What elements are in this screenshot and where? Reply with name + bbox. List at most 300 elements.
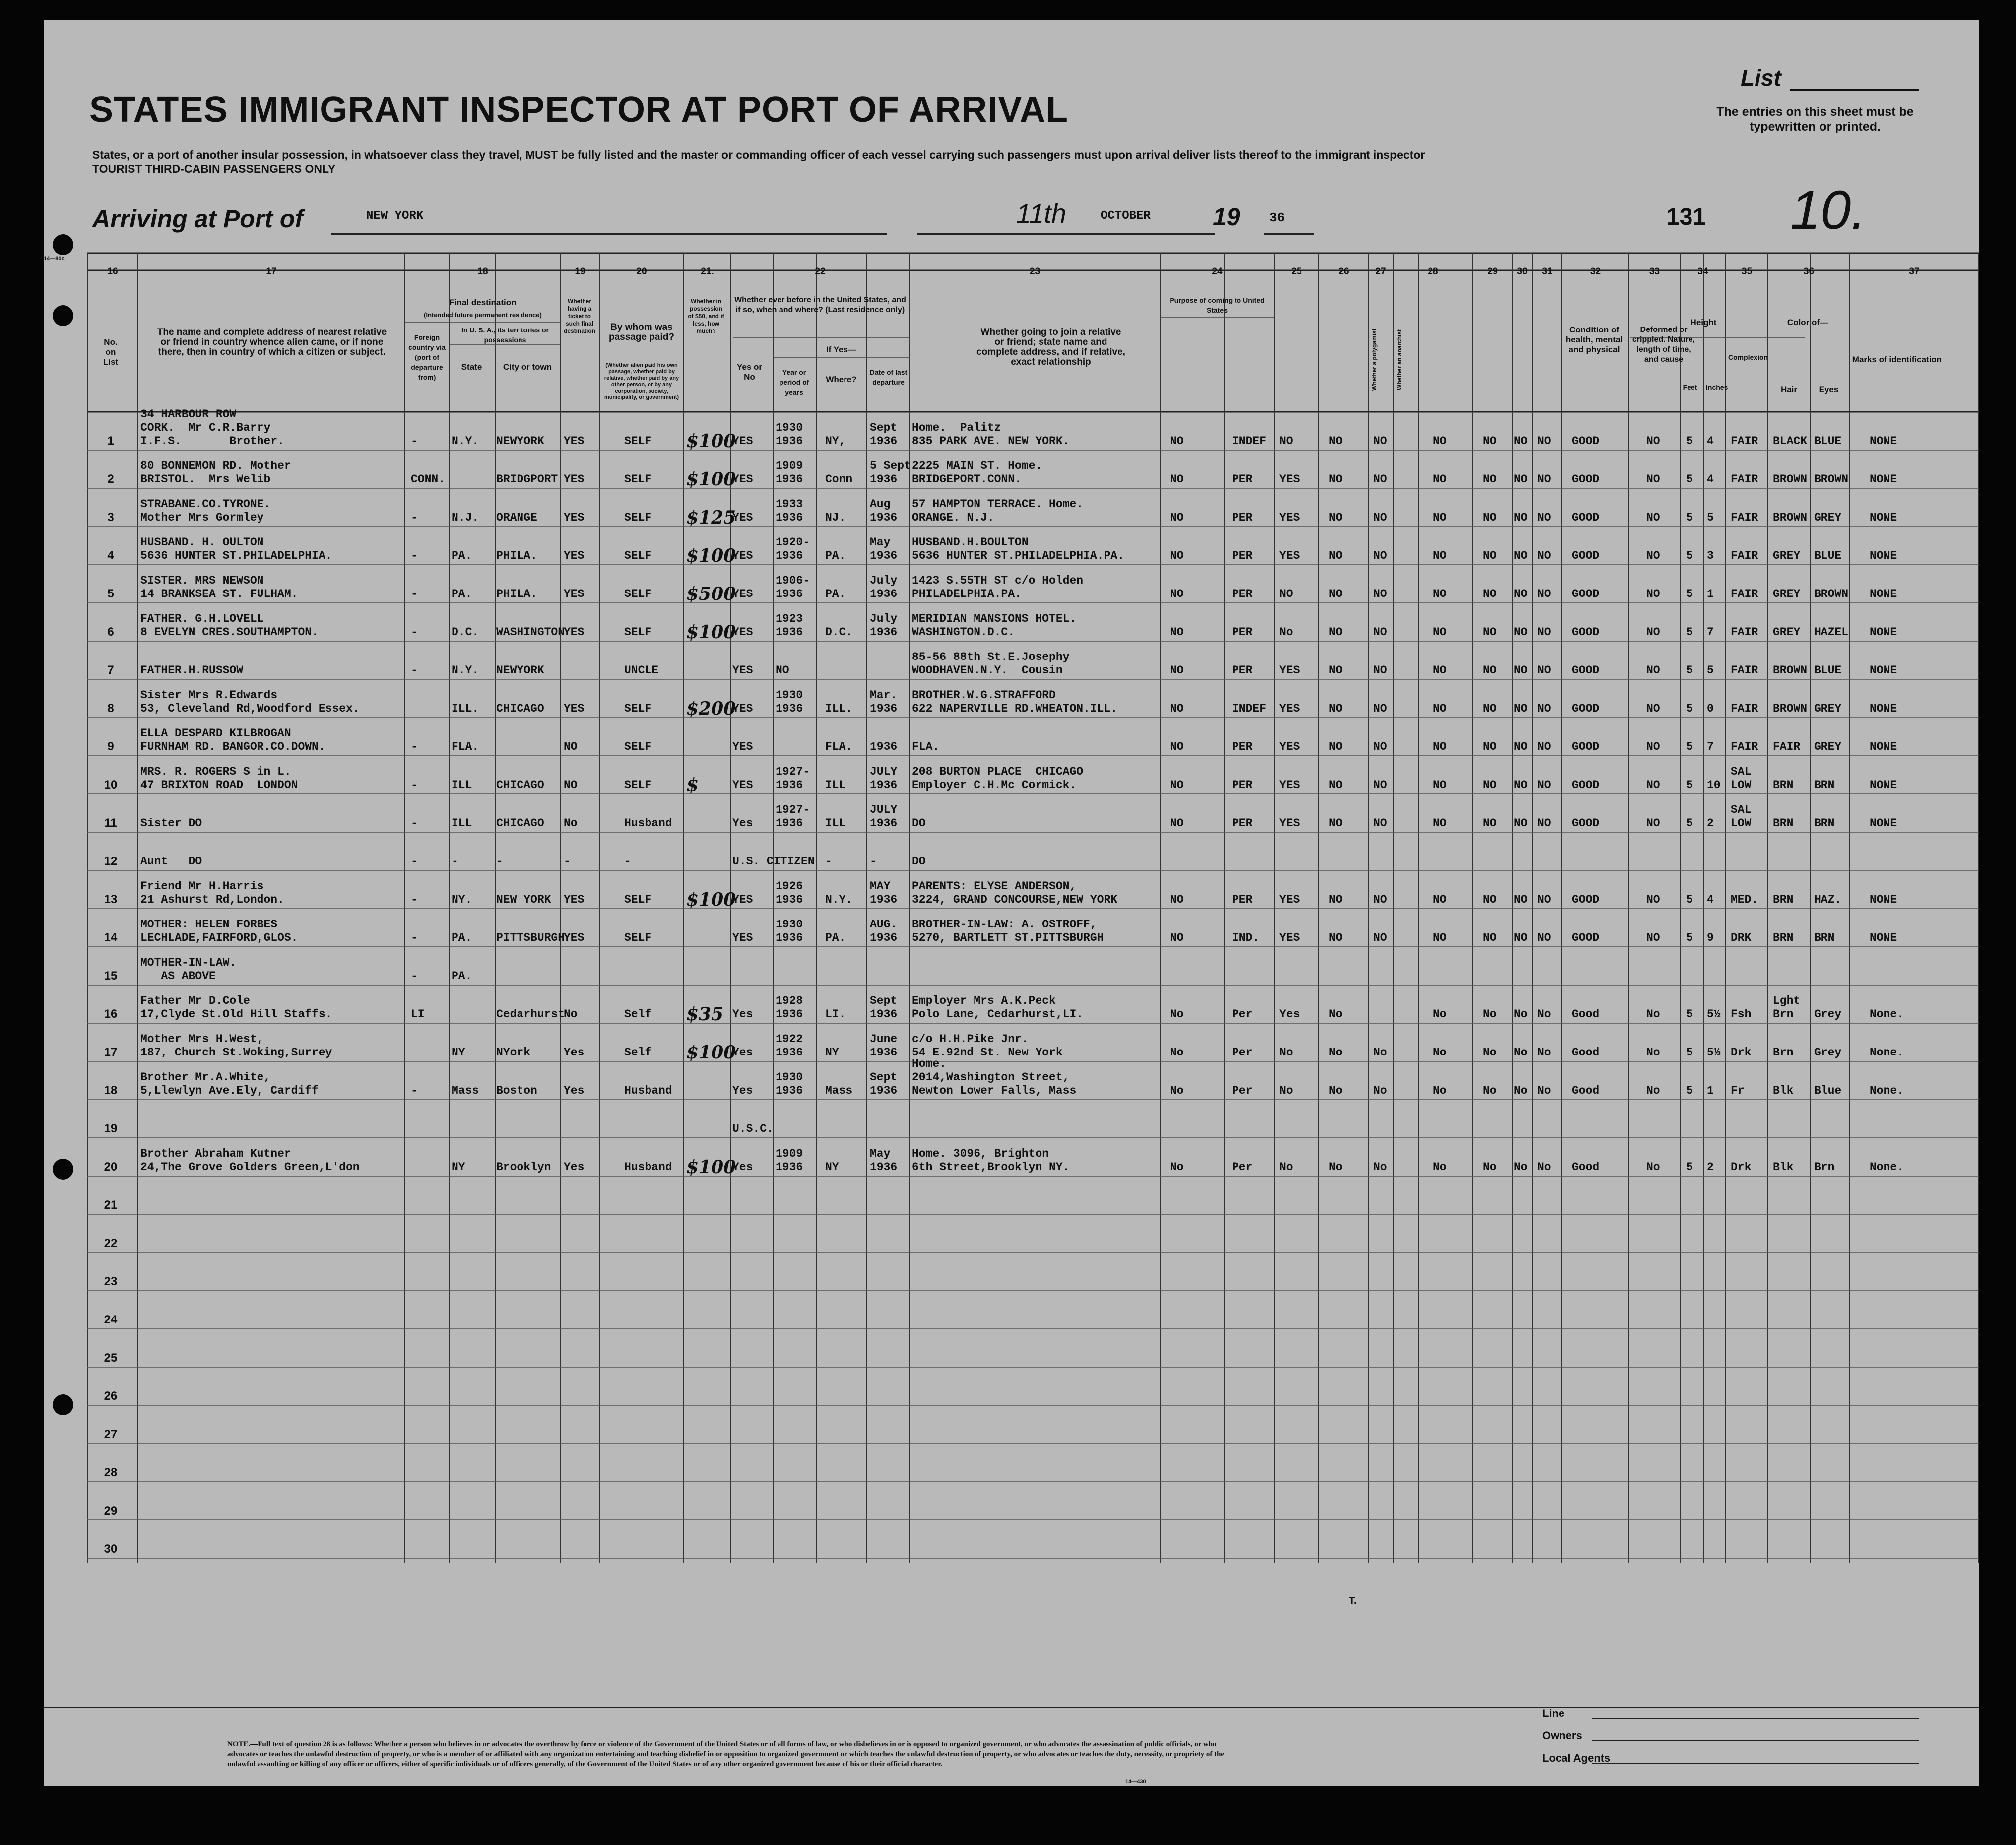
period-cell: 1920- 1936 xyxy=(776,536,810,562)
hair-color-cell: FAIR xyxy=(1773,740,1801,753)
deformed-cell: No xyxy=(1646,1046,1660,1059)
last-departure-cell: Sept 1936 xyxy=(870,421,898,448)
complexion-cell: SAL LOW xyxy=(1731,803,1752,830)
city-cell: PHILA. xyxy=(496,549,537,562)
purpose-cell: NO xyxy=(1170,893,1184,906)
deformed-cell: No xyxy=(1646,1161,1660,1174)
prison-cell: No xyxy=(1329,1161,1343,1174)
row-number: 13 xyxy=(104,893,118,906)
q30-cell: No xyxy=(1537,1084,1551,1097)
prison-cell: NO xyxy=(1329,779,1343,791)
last-departure-cell: May 1936 xyxy=(870,1147,898,1174)
purpose-cell: NO xyxy=(1170,435,1184,448)
height-inches-cell: 5 xyxy=(1707,664,1714,677)
complexion-cell: FAIR xyxy=(1731,626,1758,639)
row-number: 16 xyxy=(104,1007,118,1021)
joining-relative-cell: 85-56 88th St.E.Josephy WOODHAVEN.N.Y. Cousin xyxy=(912,651,1070,677)
height-feet-cell: 5 xyxy=(1686,1161,1693,1174)
height-inches-cell: 10 xyxy=(1707,779,1721,791)
period-cell: 1922 1936 xyxy=(776,1033,803,1059)
purpose-cell: No xyxy=(1170,1046,1184,1059)
before-in-us-cell: YES xyxy=(732,893,753,906)
column-number: 16 xyxy=(107,266,118,277)
period-cell: 1930 1936 xyxy=(776,918,803,944)
deformed-cell: NO xyxy=(1646,779,1660,791)
citizenship-intent-cell: No xyxy=(1279,1084,1293,1097)
citizenship-intent-cell: YES xyxy=(1279,779,1300,791)
q29-cell: NO xyxy=(1514,511,1528,524)
state-cell: PA. xyxy=(452,970,472,983)
city-cell: BRIDGPORT xyxy=(496,473,558,486)
length-of-stay-cell: PER xyxy=(1232,740,1253,753)
before-in-us-cell: Yes xyxy=(732,1046,753,1059)
complexion-cell: FAIR xyxy=(1731,740,1758,753)
polygamist-cell: NO xyxy=(1373,549,1387,562)
passage-paid-cell: SELF xyxy=(624,473,652,486)
q28-cell: NO xyxy=(1483,893,1496,906)
header-if-yes: If Yes— xyxy=(826,345,857,354)
marks-cell: None. xyxy=(1870,1161,1904,1174)
last-departure-cell: May 1936 xyxy=(870,536,898,562)
passage-paid-cell: Husband xyxy=(624,817,672,830)
eye-color-cell: HAZ. xyxy=(1814,893,1842,906)
eye-color-cell: BLUE xyxy=(1814,664,1842,677)
height-inches-cell: 2 xyxy=(1707,1161,1714,1174)
relative-cell: Mother Mrs H.West, 187, Church St.Woking,Surrey xyxy=(140,1033,332,1059)
purpose-cell: NO xyxy=(1170,740,1184,753)
header-last-departure: Date of last departure xyxy=(869,368,908,386)
header-inches: Inches xyxy=(1706,383,1728,391)
joining-relative-cell: BROTHER-IN-LAW: A. OSTROFF, 5270, BARTLETT ST.PITTSBURGH xyxy=(912,918,1104,944)
anarchist-cell: NO xyxy=(1433,511,1447,524)
state-cell: N.Y. xyxy=(452,664,479,677)
eye-color-cell: BRN xyxy=(1814,779,1835,791)
where-cell: Mass xyxy=(825,1084,853,1097)
ticket-cell: YES xyxy=(564,511,585,524)
relative-cell: SISTER. MRS NEWSON 14 BRANKSEA ST. FULHAM. xyxy=(140,574,298,600)
ticket-cell: - xyxy=(564,855,571,868)
state-cell: D.C. xyxy=(452,626,479,639)
q28-cell: NO xyxy=(1483,740,1496,753)
hair-color-cell: Lght Brn xyxy=(1773,994,1801,1021)
column-number: 31 xyxy=(1542,266,1553,277)
q28-cell: NO xyxy=(1483,588,1496,600)
header-passage: By whom was passage paid? xyxy=(609,322,674,342)
row-number: 21 xyxy=(104,1198,118,1212)
money-cell: $35 xyxy=(686,1004,724,1025)
relative-cell: STRABANE.CO.TYRONE. Mother Mrs Gormley xyxy=(140,498,271,524)
where-cell: NY xyxy=(825,1046,839,1059)
period-cell: 1909 1936 xyxy=(776,1147,803,1174)
where-cell: NY, xyxy=(825,435,846,448)
header-money: Whether in possession of $50, and if less, how much? xyxy=(688,298,724,334)
foreign-port-cell: - xyxy=(411,931,418,944)
state-cell: PA. xyxy=(452,549,472,562)
form-code: 14—430 xyxy=(1125,1779,1146,1785)
row-number: 19 xyxy=(104,1122,118,1135)
deformed-cell: No xyxy=(1646,1008,1660,1021)
ticket-cell: NO xyxy=(564,779,578,791)
foreign-port-cell: - xyxy=(411,549,418,562)
money-cell: $125 xyxy=(686,507,736,528)
q30-cell: NO xyxy=(1537,435,1551,448)
height-feet-cell: 5 xyxy=(1686,473,1693,486)
foreign-port-cell: - xyxy=(411,1084,418,1097)
ticket-cell: YES xyxy=(564,702,585,715)
header-city: City or town xyxy=(503,362,552,372)
health-cell: GOOD xyxy=(1572,817,1600,830)
eye-color-cell: GREY xyxy=(1814,702,1842,715)
anarchist-cell: No xyxy=(1433,1084,1447,1097)
joining-relative-cell: BROTHER.W.G.STRAFFORD 622 NAPERVILLE RD.WHEATON.ILL. xyxy=(912,689,1118,715)
prison-cell: No xyxy=(1329,1084,1343,1097)
last-departure-cell: - xyxy=(870,855,877,868)
purpose-cell: No xyxy=(1170,1084,1184,1097)
foreign-port-cell: - xyxy=(411,664,418,677)
q29-cell: NO xyxy=(1514,435,1528,448)
header-polygamist: Whether a polygamist xyxy=(1371,329,1378,391)
column-number: 29 xyxy=(1487,266,1498,277)
polygamist-cell: NO xyxy=(1373,817,1387,830)
q29-cell: NO xyxy=(1514,664,1528,677)
health-cell: GOOD xyxy=(1572,740,1600,753)
citizenship-intent-cell: YES xyxy=(1279,893,1300,906)
hair-color-cell: Blk xyxy=(1773,1161,1794,1174)
where-cell: D.C. xyxy=(825,626,853,639)
before-in-us-cell: YES xyxy=(732,588,753,600)
money-cell: $500 xyxy=(686,584,736,604)
prison-cell: NO xyxy=(1329,817,1343,830)
prison-cell: NO xyxy=(1329,664,1343,677)
hair-color-cell: GREY xyxy=(1773,588,1801,600)
relative-cell: Aunt DO xyxy=(140,855,202,868)
citizenship-intent-cell: NO xyxy=(1279,435,1293,448)
hair-color-cell: Blk xyxy=(1773,1084,1794,1097)
passage-paid-cell: Husband xyxy=(624,1161,672,1174)
height-feet-cell: 5 xyxy=(1686,664,1693,677)
header-purpose: Purpose of coming to United States xyxy=(1170,296,1265,314)
height-inches-cell: 4 xyxy=(1707,893,1714,906)
ticket-cell: YES xyxy=(564,931,585,944)
hair-color-cell: GREY xyxy=(1773,549,1801,562)
before-in-us-cell: Yes xyxy=(732,1161,753,1174)
q30-cell: NO xyxy=(1537,740,1551,753)
joining-relative-cell: DO xyxy=(912,817,926,830)
row-number: 5 xyxy=(107,587,114,600)
column-number: 36 xyxy=(1803,266,1815,277)
height-feet-cell: 5 xyxy=(1686,740,1693,753)
marks-cell: NONE xyxy=(1870,893,1897,906)
period-cell: NO xyxy=(776,664,789,677)
state-cell: ILL xyxy=(452,779,472,791)
row-number: 18 xyxy=(104,1084,118,1097)
where-cell: ILL. xyxy=(825,702,853,715)
marks-cell: NONE xyxy=(1870,931,1897,944)
eye-color-cell: BROWN xyxy=(1814,473,1849,486)
owners-field xyxy=(1592,1740,1919,1741)
prison-cell: NO xyxy=(1329,549,1343,562)
anarchist-cell: NO xyxy=(1433,435,1447,448)
prison-cell: NO xyxy=(1329,588,1343,600)
height-feet-cell: 5 xyxy=(1686,588,1693,600)
complexion-cell: FAIR xyxy=(1731,549,1758,562)
complexion-cell: Fr xyxy=(1731,1084,1745,1097)
last-departure-cell: July 1936 xyxy=(870,612,898,639)
citizenship-intent-cell: YES xyxy=(1279,473,1300,486)
q29-cell: NO xyxy=(1514,893,1528,906)
q28-cell: NO xyxy=(1483,511,1496,524)
city-cell: ORANGE xyxy=(496,511,537,524)
height-feet-cell: 5 xyxy=(1686,779,1693,791)
height-inches-cell: 1 xyxy=(1707,1084,1714,1097)
citizenship-intent-cell: No xyxy=(1279,1161,1293,1174)
last-departure-cell: Sept 1936 xyxy=(870,994,898,1021)
citizenship-intent-cell: No xyxy=(1279,626,1293,639)
length-of-stay-cell: PER xyxy=(1232,511,1253,524)
money-cell: $100 xyxy=(686,431,736,452)
before-in-us-cell: YES xyxy=(732,664,753,677)
q30-cell: NO xyxy=(1537,549,1551,562)
relative-cell: Sister DO xyxy=(140,817,202,830)
length-of-stay-cell: Per xyxy=(1232,1084,1253,1097)
joining-relative-cell: FLA. xyxy=(912,740,940,753)
page-number: 10. xyxy=(1790,180,1866,241)
anarchist-cell: No xyxy=(1433,1046,1447,1059)
header-foreign: Foreign country via (port of departure from) xyxy=(408,333,446,381)
period-cell: 1906- 1936 xyxy=(776,574,810,600)
complexion-cell: FAIR xyxy=(1731,664,1758,677)
ticket-cell: YES xyxy=(564,549,585,562)
money-cell: $100 xyxy=(686,545,736,566)
row-number: 3 xyxy=(107,511,114,524)
relative-cell: MOTHER-IN-LAW. AS ABOVE xyxy=(140,956,237,983)
q28-cell: NO xyxy=(1483,931,1496,944)
column-number: 19 xyxy=(575,266,585,277)
city-cell: CHICAGO xyxy=(496,779,544,791)
passage-paid-cell: SELF xyxy=(624,893,652,906)
height-inches-cell: 3 xyxy=(1707,549,1714,562)
citizenship-intent-cell: No xyxy=(1279,1046,1293,1059)
joining-relative-cell: Home. 2014,Washington Street, Newton Lower Falls, Mass xyxy=(912,1057,1077,1097)
citizenship-intent-cell: YES xyxy=(1279,931,1300,944)
health-cell: Good xyxy=(1572,1008,1600,1021)
manifest-sheet xyxy=(44,20,1979,1786)
anarchist-cell: NO xyxy=(1433,664,1447,677)
eye-color-cell: GREY xyxy=(1814,511,1842,524)
prison-cell: NO xyxy=(1329,893,1343,906)
q30-cell: NO xyxy=(1537,473,1551,486)
line-label: Line xyxy=(1542,1707,1565,1719)
before-in-us-cell: Yes xyxy=(732,1008,753,1021)
row-number: 24 xyxy=(104,1313,118,1326)
eye-color-cell: BROWN xyxy=(1814,588,1849,600)
header-state: State xyxy=(461,362,482,372)
height-feet-cell: 5 xyxy=(1686,817,1693,830)
complexion-cell: Drk xyxy=(1731,1161,1752,1174)
anarchist-cell: NO xyxy=(1433,702,1447,715)
city-cell: CHICAGO xyxy=(496,702,544,715)
arrival-year-prefix: 19 xyxy=(1213,203,1240,231)
polygamist-cell: NO xyxy=(1373,511,1387,524)
hair-color-cell: BRN xyxy=(1773,817,1794,830)
header-passage-note: (Whether alien paid his own passage, whether paid by relative, whether paid by any other person, or by any corporation, society, municipality, or government) xyxy=(604,362,679,400)
where-cell: ILL xyxy=(825,817,846,830)
state-cell: NY xyxy=(452,1161,465,1174)
q30-cell: No xyxy=(1537,1008,1551,1021)
money-cell: $100 xyxy=(686,1042,736,1063)
row-number: 20 xyxy=(104,1160,118,1174)
joining-relative-cell: 57 HAMPTON TERRACE. Home. ORANGE. N.J. xyxy=(912,498,1084,524)
q29-cell: NO xyxy=(1514,473,1528,486)
length-of-stay-cell: PER xyxy=(1232,549,1253,562)
height-inches-cell: 7 xyxy=(1707,626,1714,639)
arrival-year-suffix: 36 xyxy=(1269,210,1285,225)
period-cell: 1926 1936 xyxy=(776,880,803,906)
header-usa: In U. S. A., its territories or possessions xyxy=(461,326,549,344)
marks-cell: NONE xyxy=(1870,473,1897,486)
last-departure-cell: JULY 1936 xyxy=(870,803,898,830)
health-cell: Good xyxy=(1572,1046,1600,1059)
eye-color-cell: BRN xyxy=(1814,817,1835,830)
state-cell: ILL xyxy=(452,817,472,830)
where-cell: N.Y. xyxy=(825,893,853,906)
period-cell: 1928 1936 xyxy=(776,994,803,1021)
header-final-destination-sub: (Intended future permanent residence) xyxy=(424,311,542,319)
marks-cell: NONE xyxy=(1870,588,1897,600)
complexion-cell: MED. xyxy=(1731,893,1758,906)
citizenship-intent-cell: YES xyxy=(1279,664,1300,677)
last-departure-cell: Sept 1936 xyxy=(870,1071,898,1097)
passage-paid-cell: - xyxy=(624,855,631,868)
polygamist-cell: No xyxy=(1373,1161,1387,1174)
purpose-cell: NO xyxy=(1170,931,1184,944)
column-number: 27 xyxy=(1375,266,1386,277)
passage-paid-cell: SELF xyxy=(624,626,652,639)
city-cell: NEWYORK xyxy=(496,664,544,677)
hair-color-cell: BROWN xyxy=(1773,664,1808,677)
deformed-cell: NO xyxy=(1646,702,1660,715)
hair-color-cell: BROWN xyxy=(1773,511,1808,524)
purpose-cell: NO xyxy=(1170,779,1184,791)
joining-relative-cell: 2225 MAIN ST. Home. BRIDGEPORT.CONN. xyxy=(912,460,1042,486)
joining-relative-cell: Home. 3096, Brighton 6th Street,Brooklyn NY. xyxy=(912,1147,1070,1174)
q30-cell: NO xyxy=(1537,779,1551,791)
column-number: 28 xyxy=(1428,266,1438,277)
marks-cell: None. xyxy=(1870,1084,1904,1097)
health-cell: GOOD xyxy=(1572,588,1600,600)
height-inches-cell: 2 xyxy=(1707,817,1714,830)
list-label: List xyxy=(1741,65,1781,91)
foreign-port-cell: - xyxy=(411,893,418,906)
length-of-stay-cell: PER xyxy=(1232,893,1253,906)
row-number: 1 xyxy=(107,434,114,448)
money-cell: $100 xyxy=(686,889,736,910)
before-in-us-cell: YES xyxy=(732,511,753,524)
header-deformed: Deformed or crippled. Nature, length of time, and cause xyxy=(1632,326,1695,364)
q30-cell: NO xyxy=(1537,702,1551,715)
polygamist-cell: NO xyxy=(1373,740,1387,753)
deformed-cell: No xyxy=(1646,1084,1660,1097)
city-cell: CHICAGO xyxy=(496,817,544,830)
prison-cell: NO xyxy=(1329,702,1343,715)
deformed-cell: NO xyxy=(1646,473,1660,486)
purpose-cell: No xyxy=(1170,1008,1184,1021)
passage-paid-cell: SELF xyxy=(624,931,652,944)
foreign-port-cell: - xyxy=(411,511,418,524)
where-cell: PA. xyxy=(825,588,846,600)
q28-cell: No xyxy=(1483,1046,1496,1059)
polygamist-cell: NO xyxy=(1373,664,1387,677)
citizenship-intent-cell: YES xyxy=(1279,549,1300,562)
state-cell: - xyxy=(452,855,458,868)
ticket-cell: YES xyxy=(564,435,585,448)
ticket-cell: Yes xyxy=(564,1084,585,1097)
ticket-cell: No xyxy=(564,817,578,830)
length-of-stay-cell: Per xyxy=(1232,1161,1253,1174)
foreign-port-cell: - xyxy=(411,626,418,639)
before-in-us-cell: YES xyxy=(732,435,753,448)
q30-cell: NO xyxy=(1537,664,1551,677)
arriving-label: Arriving at Port of xyxy=(92,205,304,233)
money-cell: $100 xyxy=(686,469,736,490)
anarchist-cell: NO xyxy=(1433,817,1447,830)
where-cell: NY xyxy=(825,1161,839,1174)
length-of-stay-cell: Per xyxy=(1232,1046,1253,1059)
column-number: 32 xyxy=(1590,266,1601,277)
marks-cell: None. xyxy=(1870,1008,1904,1021)
q28-cell: NO xyxy=(1483,779,1496,791)
joining-relative-cell: 1423 S.55TH ST c/o Holden PHILADELPHIA.PA. xyxy=(912,574,1084,600)
q28-cell: No xyxy=(1483,1008,1496,1021)
hair-color-cell: BROWN xyxy=(1773,473,1808,486)
height-feet-cell: 5 xyxy=(1686,893,1693,906)
header-no: No. on List xyxy=(103,337,119,367)
city-cell: PHILA. xyxy=(496,588,537,600)
height-inches-cell: 4 xyxy=(1707,473,1714,486)
passage-paid-cell: UNCLE xyxy=(624,664,659,677)
complexion-cell: FAIR xyxy=(1731,435,1758,448)
complexion-cell: FAIR xyxy=(1731,511,1758,524)
hair-color-cell: BROWN xyxy=(1773,702,1808,715)
marks-cell: NONE xyxy=(1870,779,1897,791)
relative-cell: ELLA DESPARD KILBROGAN FURNHAM RD. BANGOR.CO.DOWN. xyxy=(140,727,325,753)
last-departure-cell: AUG. 1936 xyxy=(870,918,898,944)
city-cell: Boston xyxy=(496,1084,537,1097)
length-of-stay-cell: Per xyxy=(1232,1008,1253,1021)
purpose-cell: NO xyxy=(1170,588,1184,600)
last-departure-cell: July 1936 xyxy=(870,574,898,600)
purpose-cell: NO xyxy=(1170,702,1184,715)
header-color: Color of— xyxy=(1787,318,1828,327)
citizenship-intent-cell: YES xyxy=(1279,511,1300,524)
complexion-cell: FAIR xyxy=(1731,702,1758,715)
column-number: 23 xyxy=(1029,266,1041,277)
row-number: 27 xyxy=(104,1428,118,1441)
marks-cell: NONE xyxy=(1870,511,1897,524)
q30-cell: NO xyxy=(1537,893,1551,906)
t-mark: T. xyxy=(1349,1595,1357,1606)
height-feet-cell: 5 xyxy=(1686,511,1693,524)
row-number: 22 xyxy=(104,1237,118,1250)
period-cell: 1909 1936 xyxy=(776,460,803,486)
anarchist-cell: NO xyxy=(1433,893,1447,906)
height-feet-cell: 5 xyxy=(1686,1046,1693,1059)
state-cell: PA. xyxy=(452,931,472,944)
header-ticket: Whether having a ticket to such final destination xyxy=(563,298,595,334)
passage-paid-cell: Self xyxy=(624,1008,652,1021)
column-number: 25 xyxy=(1291,266,1302,277)
row-number: 25 xyxy=(104,1351,118,1365)
